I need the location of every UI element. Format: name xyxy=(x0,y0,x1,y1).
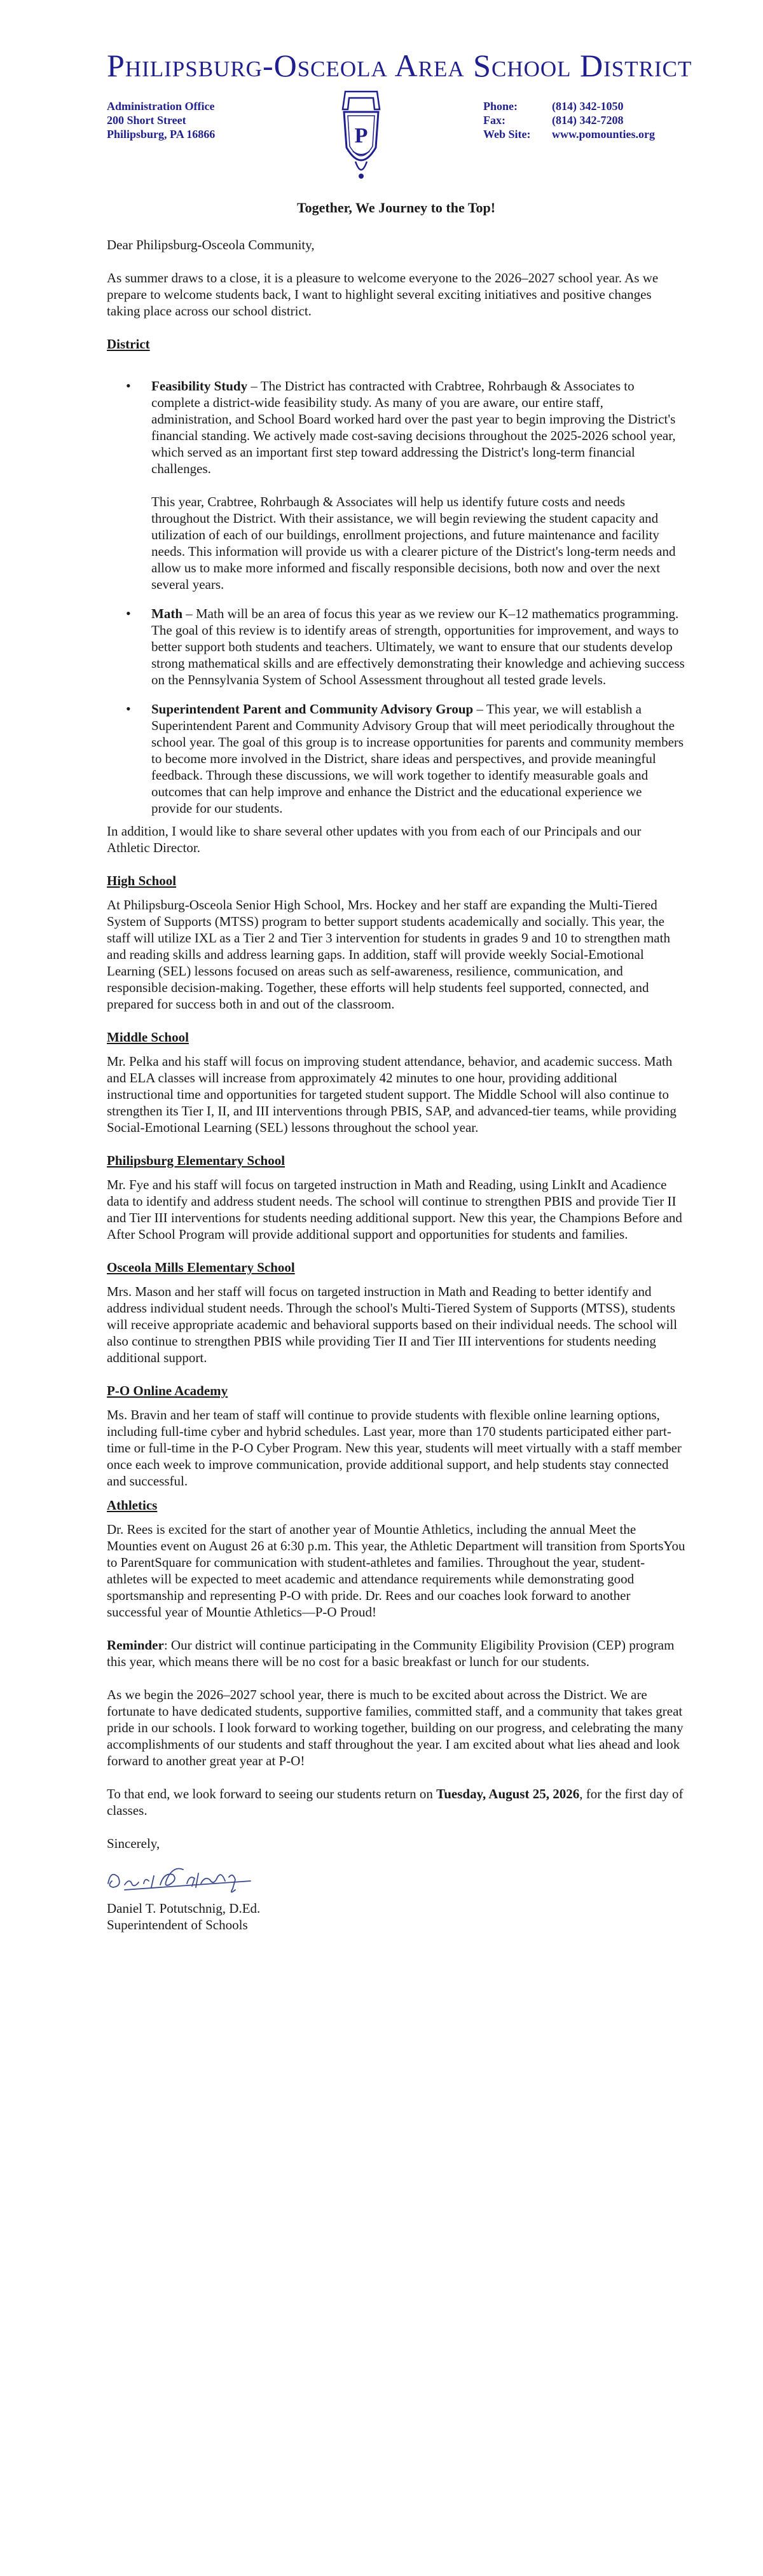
section-heading-athletics: Athletics xyxy=(107,1498,158,1513)
address-block xyxy=(107,99,215,141)
signoff: Sincerely, xyxy=(107,1836,160,1851)
section-body: Ms. Bravin and her team of staff will continue to provide students with flexible online learning options, including full-time cyber and hybrid schedules. Last year, more than 170 students participated either part-time or full-time in the P-O Cyber Program. New this year, students will meet virtually with a staff member once each week to improve communication, provide additional support, and help students stay connected and successful. xyxy=(107,1407,682,1489)
contact-label: Fax: xyxy=(483,114,505,127)
initiative-title: Superintendent Parent and Community Advisory Group xyxy=(151,701,474,717)
address-line: Administration Office xyxy=(107,100,215,113)
transition-paragraph: In addition, I would like to share several other updates with you from each of our Principals and our Athletic Director. xyxy=(107,823,642,855)
signer-title: Superintendent of Schools xyxy=(107,1917,248,1932)
section-heading-district: District xyxy=(107,336,150,352)
section-heading-online-academy: P-O Online Academy xyxy=(107,1383,228,1398)
initiative-item xyxy=(126,701,685,816)
reminder-label: Reminder xyxy=(107,1637,164,1653)
initiative-title: Feasibility Study xyxy=(151,378,248,394)
initiative-text: – This year, we will establish a Superintendent Parent and Community Advisory Group that will meet periodically throughout the school year. The goal of this group is to increase opportunities for parents and community members to become more involved in the District, share ideas and perspectives, and provide meaningful feedback. Through these discussions, we will work together to identify measurable goals and outcomes that can help improve and enhance the District and the educational experience we provide for our students. xyxy=(151,701,684,816)
bullet-icon: • xyxy=(126,701,131,717)
contact-value: (814) 342-1050 xyxy=(552,100,624,113)
reminder-text: : Our district will continue participating in the Community Eligibility Provision (CEP) program this year, which means there will be no cost for a basic breakfast or lunch for our students. xyxy=(107,1637,675,1669)
return-text: To that end, we look forward to seeing our students return on xyxy=(107,1786,437,1801)
section-body: Mr. Fye and his staff will focus on targeted instruction in Math and Reading, using LinkIt and Acadience data to identify and address student needs. The school will continue to strengthen PBIS and provide Tier II and Tier III interventions for students needing additional support. New this year, the Champions Before and After School Program will provide additional support and opportunities for students and families. xyxy=(107,1177,682,1242)
address-line: Philipsburg, PA 16866 xyxy=(107,128,216,141)
contact-block xyxy=(483,99,655,141)
handwritten-signature xyxy=(99,1858,258,1896)
initiative-text: This year, Crabtree, Rohrbaugh & Associates will help us identify future costs and needs throughout the District. With their assistance, we will begin reviewing the student capacity and utilization of each of our buildings, enrollment projections, and future maintenance and facility needs. This information will provide us with a clearer picture of the District's long-term needs and allow us to make more informed and fiscally responsible decisions, both now and over the next several years. xyxy=(151,494,676,592)
section-body: At Philipsburg-Osceola Senior High School, Mrs. Hockey and her staff are expanding the Multi-Tiered System of Supports (MTSS) program to better support students academically and socially. This year, the staff will utilize IXL as a Tier 2 and Tier 3 intervention for students in grades 9 and 10 to strengthen math and reading skills and address learning gaps. In addition, staff will provide weekly Social-Emotional Learning (SEL) lessons focused on areas such as self-awareness, resilience, communication, and responsible decision-making. Together, these efforts will help students feel supported, connected, and prepared for success both in and out of the classroom. xyxy=(107,897,670,1012)
initiatives-list xyxy=(107,378,685,816)
tagline: Together, We Journey to the Top! xyxy=(296,200,496,216)
section-heading-high-school: High School xyxy=(107,873,177,888)
return-date: Tuesday, August 25, 2026 xyxy=(436,1786,580,1801)
return-text: , for the first day of classes. xyxy=(107,1786,684,1818)
signature-block xyxy=(107,1835,685,1933)
seal-letter: P xyxy=(354,124,368,148)
contact-row-phone xyxy=(483,99,655,113)
greeting: Dear Philipsburg-Osceola Community, xyxy=(107,237,315,252)
initiative-item xyxy=(126,605,685,688)
contact-label: Web Site: xyxy=(483,128,531,141)
contact-value: (814) 342-7208 xyxy=(552,114,624,127)
address-line: 200 Short Street xyxy=(107,114,186,127)
contact-row-website xyxy=(483,127,655,141)
letter-body xyxy=(107,200,685,1933)
section-body: Mrs. Mason and her staff will focus on targeted instruction in Math and Reading to better identify and address individual student needs. Through the school's Multi-Tiered System of Supports (MTSS), students will receive appropriate academic and behavioral supports based on their individual needs. The school will also continue to strengthen PBIS while providing Tier II and Tier III interventions for students needing additional support. xyxy=(107,1284,678,1365)
bullet-icon: • xyxy=(126,378,131,394)
signer-name: Daniel T. Potutschnig, D.Ed. xyxy=(107,1901,261,1916)
initiative-text: – The District has contracted with Crabtree, Rohrbaugh & Associates to complete a district-wide feasibility study. As many of you are aware, our entire staff, administration, and School Board worked hard over the past year to begin improving the District's financial standing. We actively made cost-saving decisions throughout the 2025-2026 school year, which served as an important first step toward addressing the District's long-term financial challenges. xyxy=(151,378,676,476)
contact-row-fax xyxy=(483,113,655,127)
initiative-item xyxy=(126,378,685,593)
section-heading-philipsburg-elementary: Philipsburg Elementary School xyxy=(107,1153,285,1168)
district-seal-logo xyxy=(339,90,383,183)
section-body: Dr. Rees is excited for the start of another year of Mountie Athletics, including the annual Meet the Mounties event on August 26 at 6:30 p.m. This year, the Athletic Department will transition from SportsYou to ParentSquare for communication with student-athletes and families. Throughout the year, student-athletes will be expected to meet academic and attendance requirements while demonstrating good sportsmanship and representing P-O with pride. Dr. Rees and our coaches look forward to another successful year of Mountie Athletics—P-O Proud! xyxy=(107,1522,685,1620)
district-title: Philipsburg-Osceola Area School District xyxy=(107,48,692,83)
initiative-title: Math xyxy=(151,606,182,621)
reminder-paragraph xyxy=(107,1637,685,1670)
closing-paragraph: As we begin the 2026–2027 school year, there is much to be excited about across the District. We are fortunate to have dedicated students, supportive families, committed staff, and a community that takes great pride in our schools. I look forward to working together, building on our progress, and celebrating the many accomplishments of our students and staff throughout the year. I am excited about what lies ahead and look forward to another great year at P-O! xyxy=(107,1687,684,1768)
intro-paragraph: As summer draws to a close, it is a pleasure to welcome everyone to the 2026–2027 school year. As we prepare to welcome students back, I want to highlight several exciting initiatives and positive changes taking place across our school district. xyxy=(107,270,659,319)
section-heading-osceola-mills-elementary: Osceola Mills Elementary School xyxy=(107,1260,295,1275)
signer-block xyxy=(107,1900,685,1933)
section-heading-middle-school: Middle School xyxy=(107,1030,189,1045)
return-date-paragraph xyxy=(107,1786,685,1819)
bullet-icon: • xyxy=(126,605,131,621)
section-body: Mr. Pelka and his staff will focus on improving student attendance, behavior, and academic success. Math and ELA classes will increase from approximately 42 minutes to one hour, providing additional instructional time and opportunities for targeted student support. The Middle School will also continue to strengthen its Tier I, II, and III interventions through PBIS, SAP, and advanced-tier teams, while providing Social-Emotional Learning (SEL) lessons throughout the school year. xyxy=(107,1054,677,1135)
initiative-text: – Math will be an area of focus this year as we review our K–12 mathematics programming. The goal of this review is to identify areas of strength, opportunities for improvement, and ways to better support both students and teachers. Ultimately, we want to ensure that our students develop strong mathematical skills and are effectively demonstrating their knowledge and achieving success on the Pennsylvania System of School Assessment throughout all tested grade levels. xyxy=(151,606,685,687)
website-link[interactable]: www.pomounties.org xyxy=(552,128,656,141)
contact-label: Phone: xyxy=(483,100,518,113)
